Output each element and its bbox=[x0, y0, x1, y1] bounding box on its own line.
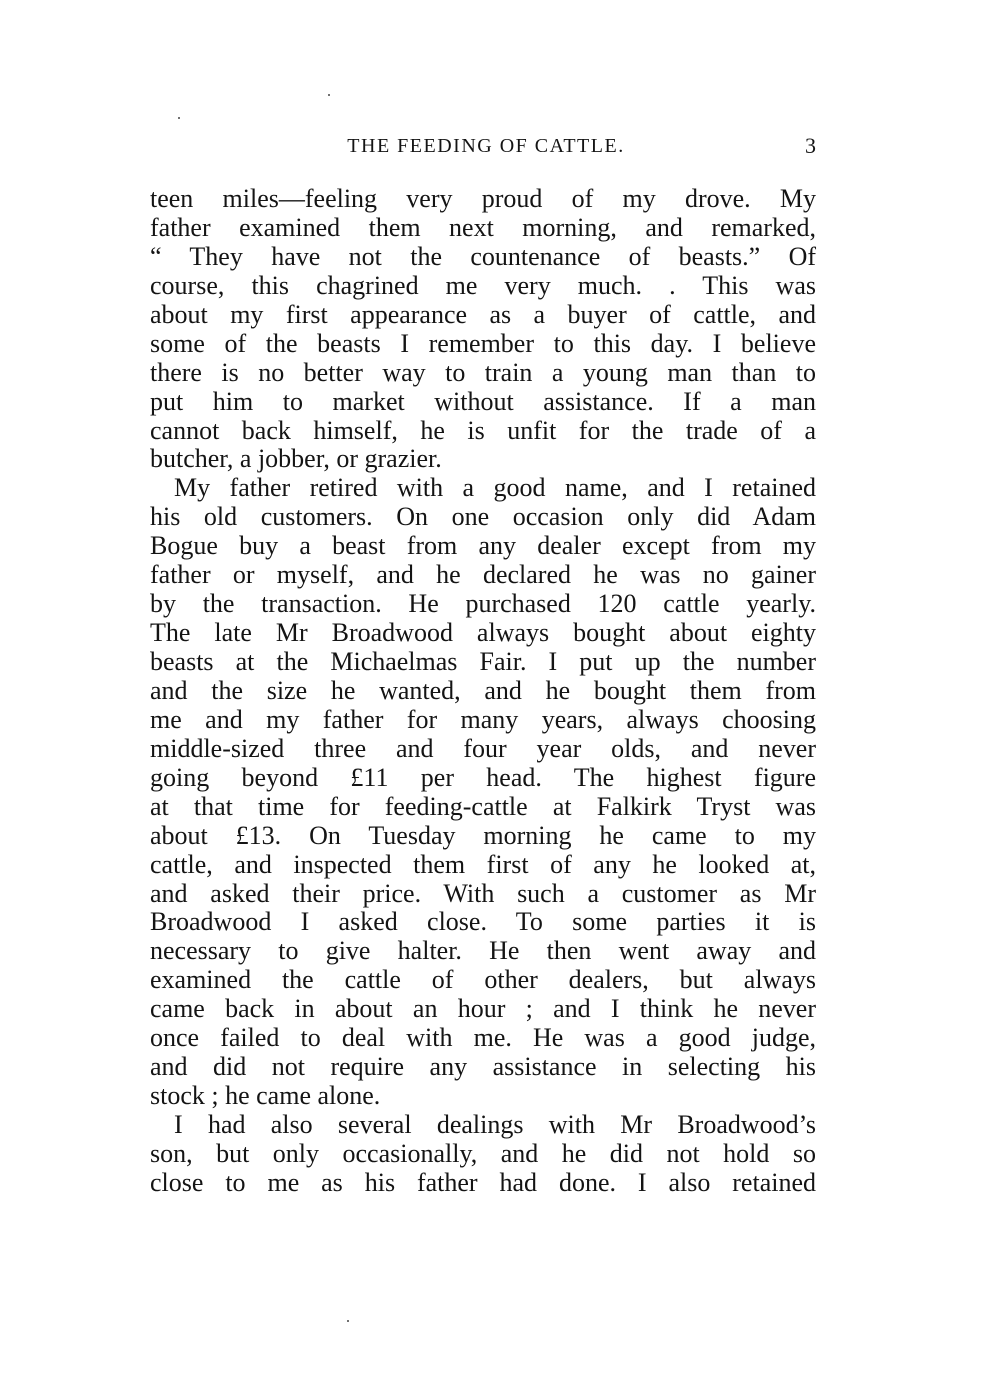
text-line: about £13. On Tuesday morning he came to my bbox=[150, 820, 816, 850]
text-line: some of the beasts I remember to this day. I believe bbox=[150, 328, 816, 358]
text-line: and asked their price. With such a customer as Mr bbox=[150, 878, 816, 908]
text-line: close to me as his father had done. I also retained bbox=[150, 1167, 816, 1197]
text-line: necessary to give halter. He then went away and bbox=[150, 936, 816, 966]
print-speck bbox=[178, 117, 180, 119]
text-line: son, but only occasionally, and he did not hold so bbox=[150, 1138, 816, 1168]
paragraph-2 bbox=[150, 474, 816, 1111]
text-line: at that time for feeding-cattle at Falkirk Tryst was bbox=[150, 791, 816, 821]
paragraph-1 bbox=[150, 185, 816, 474]
print-speck bbox=[347, 1320, 349, 1322]
text-line: came back in about an hour ; and I think he never bbox=[150, 994, 816, 1024]
text-line: me and my father for many years, always choosing bbox=[150, 704, 816, 734]
text-line: cattle, and inspected them first of any he looked at, bbox=[150, 849, 816, 879]
text-line: Broadwood I asked close. To some parties it is bbox=[150, 907, 816, 937]
text-line: and the size he wanted, and he bought them from bbox=[150, 675, 816, 705]
text-line: father examined them next morning, and remarked, bbox=[150, 212, 816, 242]
text-line: about my first appearance as a buyer of cattle, and bbox=[150, 299, 816, 329]
running-header bbox=[150, 131, 816, 161]
text-line: I had also several dealings with Mr Broadwood’s bbox=[174, 1110, 816, 1139]
text-line: father or myself, and he declared he was no gainer bbox=[150, 560, 816, 590]
text-line: examined the cattle of other dealers, but always bbox=[150, 965, 816, 995]
paragraph-3 bbox=[150, 1111, 816, 1198]
text-line: course, this chagrined me very much. . This was bbox=[150, 270, 816, 300]
running-title: THE FEEDING OF CATTLE. bbox=[347, 135, 625, 157]
text-line: My father retired with a good name, and I retained bbox=[174, 473, 816, 503]
text-line: The late Mr Broadwood always bought about eighty bbox=[150, 618, 816, 648]
text-line: going beyond £11 per head. The highest figure bbox=[150, 762, 816, 792]
body-text bbox=[150, 185, 816, 1198]
text-line: middle-sized three and four year olds, and never bbox=[150, 733, 816, 763]
text-line: beasts at the Michaelmas Fair. I put up the number bbox=[150, 647, 816, 676]
text-line: teen miles—feeling very proud of my drove. My bbox=[150, 184, 816, 213]
text-line: Bogue buy a beast from any dealer except from my bbox=[150, 531, 816, 561]
text-line: butcher, a jobber, or grazier. bbox=[150, 444, 442, 474]
text-line: put him to market without assistance. If a man bbox=[150, 386, 816, 416]
text-line: his old customers. On one occasion only did Adam bbox=[150, 502, 816, 532]
print-speck bbox=[328, 94, 330, 96]
text-line: “ They have not the countenance of beasts.” Of bbox=[150, 241, 816, 271]
page-number: 3 bbox=[805, 133, 816, 158]
text-line: once failed to deal with me. He was a good judge, bbox=[150, 1023, 816, 1053]
text-line: and did not require any assistance in selecting his bbox=[150, 1052, 816, 1082]
text-line: by the transaction. He purchased 120 cattle yearly. bbox=[150, 589, 816, 619]
text-line: there is no better way to train a young man than to bbox=[150, 357, 816, 387]
text-line: stock ; he came alone. bbox=[150, 1081, 381, 1111]
text-line: cannot back himself, he is unfit for the trade of a bbox=[150, 415, 816, 445]
